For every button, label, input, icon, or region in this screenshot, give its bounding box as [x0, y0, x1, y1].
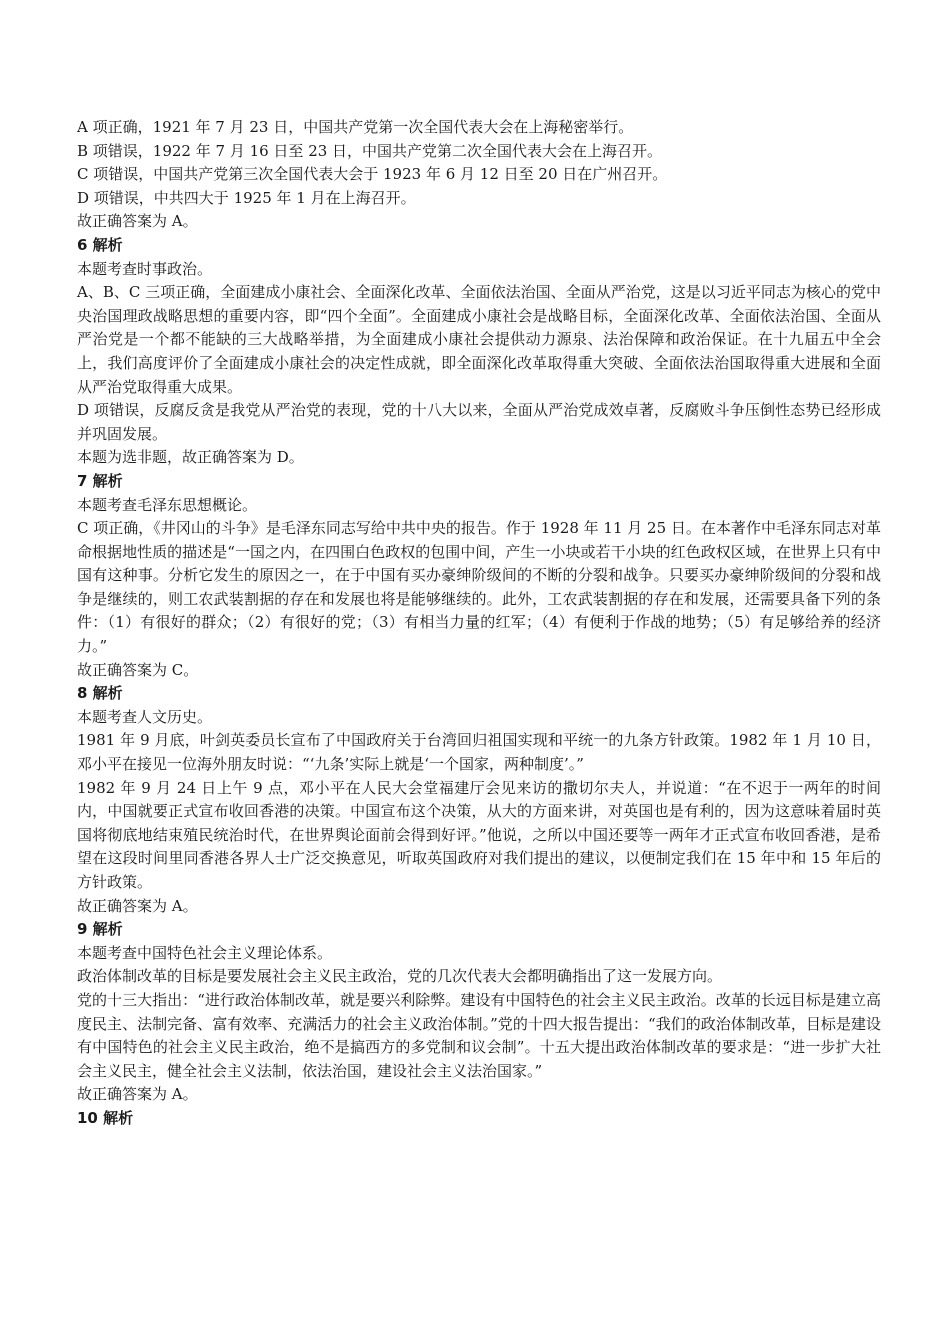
section-heading: 7 解析 — [77, 471, 123, 490]
paragraph: A 项正确，1921 年 7 月 23 日，中国共产党第一次全国代表大会在上海秘密举行。 — [77, 118, 634, 136]
paragraph: 政治体制改革的目标是要发展社会主义民主政治，党的几次代表大会都明确指出了这一发展方向。 — [77, 967, 723, 986]
paragraph: 本题考查中国特色社会主义理论体系。 — [77, 943, 333, 962]
section-8 — [77, 682, 881, 918]
section-5-tail — [77, 116, 881, 234]
paragraph: A、B、C 三项正确，全面建成小康社会、全面深化改革、全面依法治国、全面从严治党，这是以习近平同志为核心的党中央治国理政战略思想的重要内容，即“四个全面”。全面建成小康社会是战略目标，全面深化改革、全面依法治国、全面从严治党是一个都不能缺的三大战略举措，为全面建成小康社会提供动力源泉、法治保障和政治保证。在十九届五中全会上，我们高度评价了全面建成小康社会的决定性成就，即全面深化改革取得重大突破、全面依法治国取得重大进展和全面从严治党取得重大成果。 — [77, 283, 881, 396]
paragraph: 党的十三大指出：“进行政治体制改革，就是要兴利除弊。建设有中国特色的社会主义民主政治。改革的长远目标是建立高度民主、法制完备、富有效率、充满活力的社会主义政治体制。”党的十四大报告提出：“我们的政治体制改革，目标是建设有中国特色的社会主义民主政治，绝不是搞西方的多党制和议会制”。十五大提出政治体制改革的要求是：“进一步扩大社会主义民主，健全社会主义法制，依法治国，建设社会主义法治国家。” — [77, 990, 881, 1080]
paragraph: 本题考查时事政治。 — [77, 259, 213, 278]
section-heading: 6 解析 — [77, 235, 123, 254]
paragraph: C 项正确，《井冈山的斗争》是毛泽东同志写给中共中央的报告。作于 1928 年 11 月 25 日。在本著作中毛泽东同志对革命根据地性质的描述是“一国之内，在四围白色政权的包围中间，产生一小块或若干小块的红色政权区域，在世界上只有中国有这种事。分析它发生的原因之一，在于中国有买办豪绅阶级间的不断的分裂和战争。只要买办豪绅阶级间的分裂和战争是继续的，则工农武装割据的存在和发展也将是能够继续的。此外，工农武装割据的存在和发展，还需要具备下列的条件：（1）有很好的群众；（2）有很好的党；（3）有相当力量的红军；（4）有便利于作战的地势；（5）有足够给养的经济力。” — [77, 519, 881, 656]
paragraph: B 项错误，1922 年 7 月 16 日至 23 日，中国共产党第二次全国代表大会在上海召开。 — [77, 141, 663, 160]
section-heading: 10 解析 — [77, 1108, 134, 1127]
paragraph: 本题考查毛泽东思想概论。 — [77, 495, 258, 514]
answer-line: 本题为选非题，故正确答案为 D。 — [77, 448, 304, 467]
section-7 — [77, 470, 881, 682]
section-6 — [77, 234, 881, 470]
section-heading: 8 解析 — [77, 684, 123, 703]
paragraph: 1982 年 9 月 24 日上午 9 点，邓小平在人民大会堂福建厅会见来访的撒切尔夫人，并说道：“在不迟于一两年的时间内，中国就要正式宣布收回香港的决策。中国宣布这个决策，从大的方面来讲，对英国也是有利的，因为这意味着届时英国将彻底地结束殖民统治时代，在世界舆论面前会得到好评。”他说，之所以中国还要等一两年才正式宣布收回香港，是希望在这段时间里同香港各界人士广泛交换意见，听取英国政府对我们提出的建议，以便制定我们在 15 年中和 15 年后的方针政策。 — [77, 778, 881, 891]
paragraph: C 项错误，中国共产党第三次全国代表大会于 1923 年 6 月 12 日至 20 日在广州召开。 — [77, 165, 668, 184]
paragraph: D 项错误，反腐反贪是我党从严治党的表现，党的十八大以来，全面从严治党成效卓著，反腐败斗争压倒性态势已经形成并巩固发展。 — [77, 401, 881, 443]
answer-line: 故正确答案为 C。 — [77, 660, 199, 679]
paragraph: D 项错误，中共四大于 1925 年 1 月在上海召开。 — [77, 188, 416, 207]
paragraph: 本题考查人文历史。 — [77, 707, 213, 726]
section-9 — [77, 918, 881, 1107]
answer-line: 故正确答案为 A。 — [77, 1085, 198, 1104]
answer-line: 故正确答案为 A。 — [77, 212, 198, 231]
section-heading: 9 解析 — [77, 920, 123, 939]
answer-line: 故正确答案为 A。 — [77, 896, 198, 915]
document-page — [77, 116, 881, 1131]
paragraph: 1981 年 9 月底，叶剑英委员长宣布了中国政府关于台湾回归祖国实现和平统一的九条方针政策。1982 年 1 月 10 日，邓小平在接见一位海外朋友时说：“‘九条’实际上就是‘一个国家，两种制度’。” — [77, 731, 881, 774]
section-10 — [77, 1107, 881, 1131]
